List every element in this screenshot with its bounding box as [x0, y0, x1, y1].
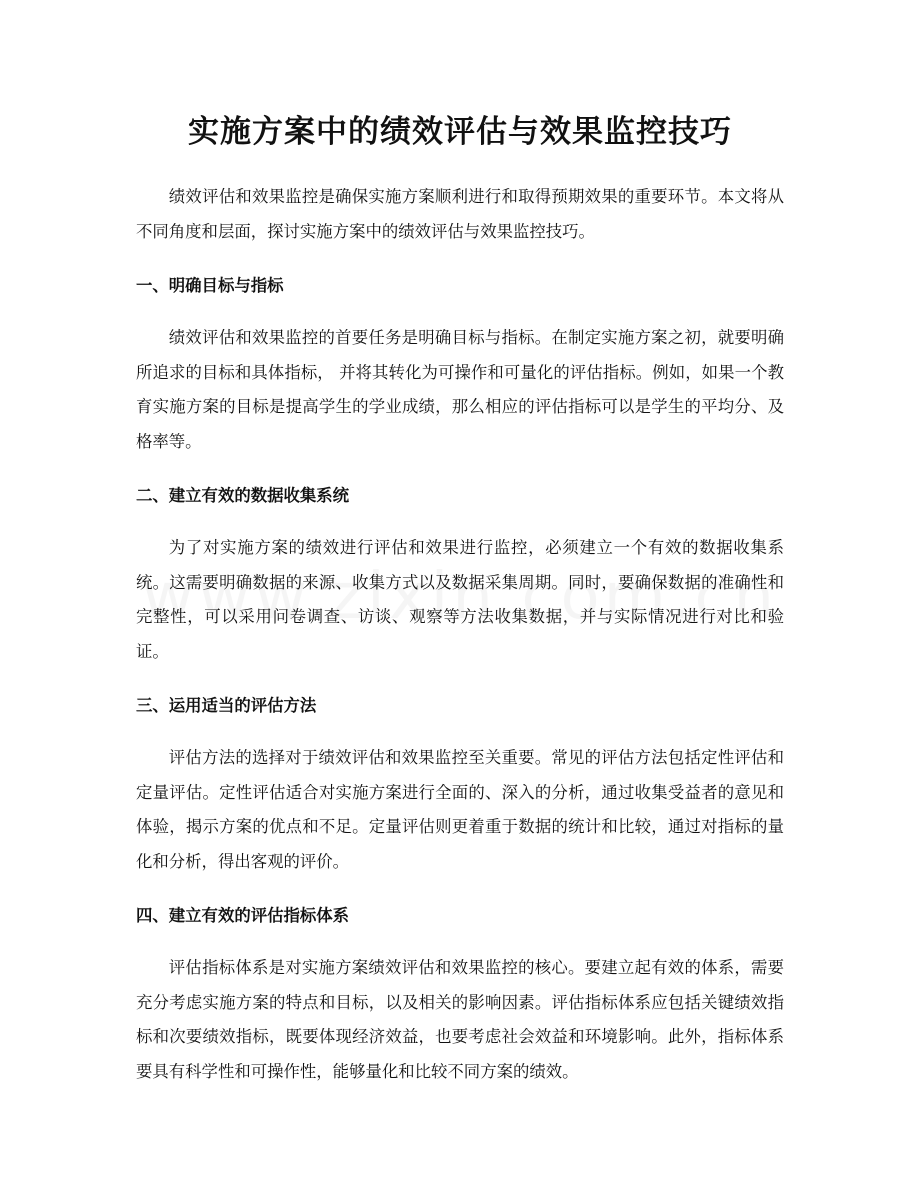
- section-heading-4: 四、建立有效的评估指标体系: [136, 906, 350, 925]
- section-heading-2: 二、建立有效的数据收集系统: [136, 486, 350, 505]
- section-heading-3: 三、运用适当的评估方法: [136, 696, 317, 715]
- section-paragraph-1: 绩效评估和效果监控的首要任务是明确目标与指标。在制定实施方案之初，就要明确所追求的目标和具体指标， 并将其转化为可操作和可量化的评估指标。例如，如果一个教育实施方案的目标是提高学生的学业成绩，那么相应的评估指标可以是学生的平均分、及格率等。: [136, 328, 784, 451]
- page-title: 实施方案中的绩效评估与效果监控技巧: [188, 114, 732, 150]
- section-paragraph-2: 为了对实施方案的绩效进行评估和效果进行监控，必须建立一个有效的数据收集系统。这需要明确数据的来源、收集方式以及数据采集周期。同时，要确保数据的准确性和完整性，可以采用问卷调查、访谈、观察等方法收集数据，并与实际情况进行对比和验证。: [136, 538, 784, 661]
- document-body: [136, 180, 784, 1089]
- section-paragraph-3: 评估方法的选择对于绩效评估和效果监控至关重要。常见的评估方法包括定性评估和定量评估。定性评估适合对实施方案进行全面的、深入的分析，通过收集受益者的意见和体验，揭示方案的优点和不足。定量评估则更着重于数据的统计和比较，通过对指标的量化和分析，得出客观的评价。: [136, 748, 784, 871]
- section-paragraph-4: 评估指标体系是对实施方案绩效评估和效果监控的核心。要建立起有效的体系，需要充分考虑实施方案的特点和目标，以及相关的影响因素。评估指标体系应包括关键绩效指标和次要绩效指标，既要体现经济效益，也要考虑社会效益和环境影响。此外，指标体系要具有科学性和可操作性，能够量化和比较不同方案的绩效。: [136, 958, 784, 1081]
- intro-paragraph: 绩效评估和效果监控是确保实施方案顺利进行和取得预期效果的重要环节。本文将从不同角度和层面，探讨实施方案中的绩效评估与效果监控技巧。: [136, 187, 784, 241]
- section-heading-1: 一、明确目标与指标: [136, 276, 284, 295]
